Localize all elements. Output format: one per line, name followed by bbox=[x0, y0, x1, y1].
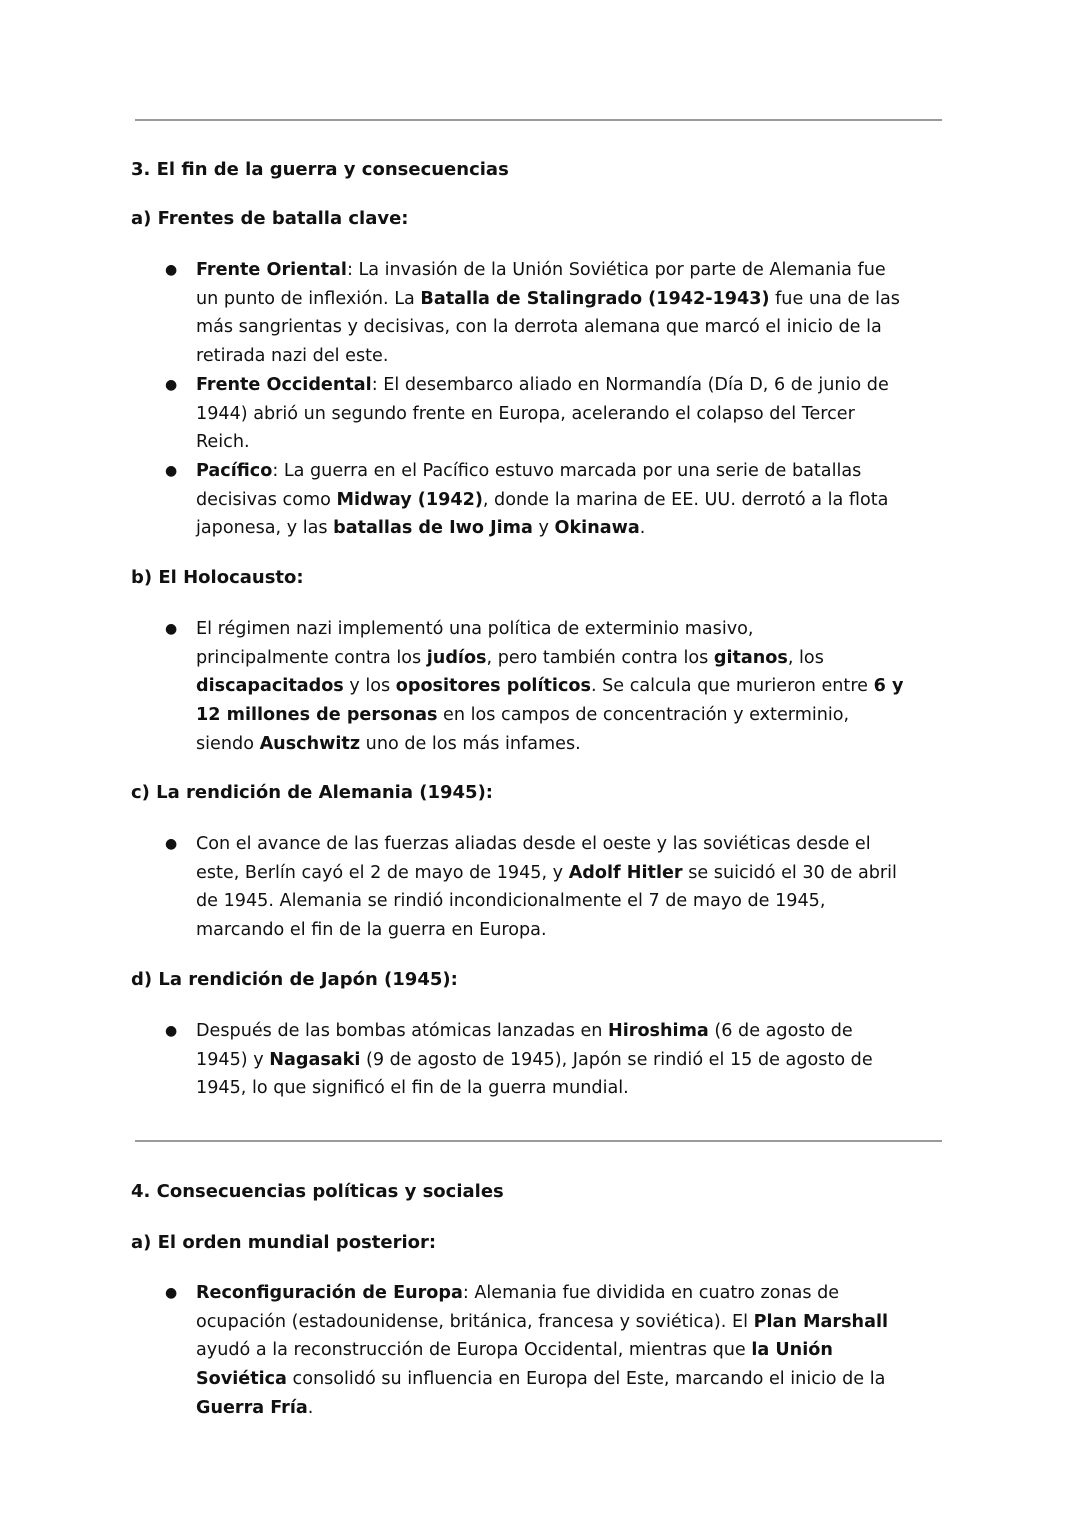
bold-text: Frente Occidental bbox=[196, 374, 372, 395]
bullet-list bbox=[131, 615, 961, 759]
bold-text: batallas de Iwo Jima bbox=[333, 518, 533, 539]
bold-text: Plan Marshall bbox=[753, 1311, 889, 1332]
text-line bbox=[196, 1046, 961, 1075]
text-line bbox=[196, 313, 961, 342]
list-item bbox=[131, 1279, 961, 1423]
text-line bbox=[196, 1394, 961, 1423]
bold-text: Reconfiguración de Europa bbox=[196, 1283, 463, 1303]
bullet-icon: ● bbox=[165, 1023, 178, 1039]
subsection-title: d) La rendición de Japón (1945): bbox=[131, 969, 458, 990]
text-line bbox=[196, 342, 961, 371]
text: . bbox=[307, 1397, 314, 1418]
text: y bbox=[532, 518, 555, 539]
bold-text: Guerra Fría bbox=[196, 1397, 308, 1418]
bold-text: Soviética bbox=[196, 1369, 287, 1390]
section-title: 3. El fin de la guerra y consecuencias bbox=[131, 159, 509, 180]
horizontal-divider bbox=[135, 119, 942, 121]
text: un punto de inflexión. La bbox=[196, 288, 421, 309]
bold-text: Okinawa bbox=[554, 518, 640, 539]
text: principalmente contra los bbox=[196, 647, 427, 668]
subsection-title: c) La rendición de Alemania (1945): bbox=[131, 782, 494, 803]
bullet-list bbox=[131, 256, 961, 543]
text-line bbox=[196, 644, 961, 673]
text-line bbox=[196, 486, 961, 515]
text: 1945) y bbox=[196, 1049, 270, 1070]
text-line bbox=[196, 371, 961, 400]
text: , los bbox=[787, 647, 824, 668]
bold-text: la Unión bbox=[751, 1340, 833, 1361]
text: este, Berlín cayó el 2 de mayo de 1945, y bbox=[196, 862, 569, 883]
text-line bbox=[196, 887, 961, 916]
bold-text: Frente Oriental bbox=[196, 260, 347, 280]
list-item bbox=[131, 371, 961, 457]
bold-text: judíos bbox=[426, 647, 487, 668]
text: consolidó su influencia en Europa del Este, marcando el inicio de la bbox=[286, 1369, 886, 1390]
text: 1944) abrió un segundo frente en Europa, acelerando el colapso del Tercer bbox=[196, 403, 855, 424]
text-line bbox=[196, 672, 961, 701]
text: (9 de agosto de 1945), Japón se rindió el 15 de agosto de bbox=[360, 1049, 873, 1070]
text: en los campos de concentración y exterminio, bbox=[437, 705, 850, 726]
text: : La guerra en el Pacífico estuvo marcada por una serie de batallas bbox=[272, 460, 862, 481]
text: más sangrientas y decisivas, con la derrota alemana que marcó el inicio de la bbox=[196, 317, 882, 338]
text-line bbox=[196, 859, 961, 888]
text: siendo bbox=[196, 733, 260, 754]
text-line bbox=[196, 285, 961, 314]
bullet-icon: ● bbox=[165, 836, 178, 852]
text-line bbox=[196, 457, 961, 486]
list-item bbox=[131, 615, 961, 759]
horizontal-divider bbox=[135, 1140, 942, 1142]
subsection-title: a) Frentes de batalla clave: bbox=[131, 208, 409, 229]
bold-text: Batalla de Stalingrado (1942-1943) bbox=[420, 288, 770, 309]
text: uno de los más infames. bbox=[360, 733, 581, 754]
bold-text: Auschwitz bbox=[259, 733, 361, 754]
section-title: 4. Consecuencias políticas y sociales bbox=[131, 1181, 504, 1202]
text: , pero también contra los bbox=[486, 647, 714, 668]
text: Con el avance de las fuerzas aliadas desde el oeste y las soviéticas desde el bbox=[196, 834, 871, 854]
text: retirada nazi del este. bbox=[196, 346, 389, 367]
text: decisivas como bbox=[196, 489, 337, 510]
text-line bbox=[196, 1308, 961, 1337]
text-line bbox=[196, 701, 961, 730]
text-line bbox=[196, 1279, 961, 1308]
text-line bbox=[196, 428, 961, 457]
bullet-icon: ● bbox=[165, 376, 178, 393]
bullet-icon: ● bbox=[165, 1285, 178, 1301]
text-line bbox=[196, 1074, 961, 1103]
text: : El desembarco aliado en Normandía (Día D, 6 de junio de bbox=[371, 374, 889, 395]
bold-text: Hiroshima bbox=[608, 1021, 709, 1041]
text: japonesa, y las bbox=[196, 518, 334, 539]
text: , donde la marina de EE. UU. derrotó a la flota bbox=[482, 489, 889, 510]
text-line bbox=[196, 916, 961, 945]
text: (6 de agosto de bbox=[708, 1021, 853, 1041]
bold-text: 6 y bbox=[873, 676, 904, 697]
text-line bbox=[196, 615, 961, 644]
text: de 1945. Alemania se rindió incondicionalmente el 7 de mayo de 1945, bbox=[196, 891, 826, 912]
text: ocupación (estadounidense, británica, francesa y soviética). El bbox=[196, 1311, 754, 1332]
list-item bbox=[131, 1017, 961, 1103]
text-line bbox=[196, 1017, 961, 1046]
bold-text: Adolf Hitler bbox=[568, 862, 683, 883]
text-line bbox=[196, 830, 961, 859]
text-line bbox=[196, 256, 961, 285]
bullet-icon: ● bbox=[165, 462, 178, 479]
bold-text: 12 millones de personas bbox=[196, 705, 438, 726]
text-line bbox=[196, 730, 961, 759]
text: . Se calcula que murieron entre bbox=[590, 676, 874, 697]
subsection-title: a) El orden mundial posterior: bbox=[131, 1232, 437, 1253]
text: ayudó a la reconstrucción de Europa Occidental, mientras que bbox=[196, 1340, 752, 1361]
text: Después de las bombas atómicas lanzadas en bbox=[196, 1021, 609, 1041]
text-line bbox=[196, 514, 961, 543]
bullet-icon: ● bbox=[165, 262, 178, 278]
text: fue una de las bbox=[769, 288, 900, 309]
bullet-icon: ● bbox=[165, 621, 178, 637]
text: : Alemania fue dividida en cuatro zonas de bbox=[462, 1283, 840, 1303]
text-line bbox=[196, 1365, 961, 1394]
bold-text: Nagasaki bbox=[269, 1049, 361, 1070]
bold-text: opositores políticos bbox=[395, 676, 591, 697]
bullet-list bbox=[131, 830, 961, 945]
bold-text: discapacitados bbox=[196, 676, 344, 697]
subsection-title: b) El Holocausto: bbox=[131, 567, 304, 588]
bold-text: gitanos bbox=[713, 647, 788, 668]
bold-text: Midway (1942) bbox=[336, 489, 483, 510]
text: El régimen nazi implementó una política de exterminio masivo, bbox=[196, 619, 754, 639]
text: marcando el fin de la guerra en Europa. bbox=[196, 920, 547, 941]
text: y los bbox=[343, 676, 396, 697]
bullet-list bbox=[131, 1017, 961, 1103]
text: . bbox=[639, 518, 646, 539]
text-line bbox=[196, 400, 961, 429]
text: Reich. bbox=[196, 432, 250, 453]
text: se suicidó el 30 de abril bbox=[682, 862, 897, 883]
bold-text: Pacífico bbox=[196, 460, 273, 481]
text: : La invasión de la Unión Soviética por parte de Alemania fue bbox=[346, 260, 886, 280]
list-item bbox=[131, 457, 961, 543]
list-item bbox=[131, 256, 961, 371]
text: 1945, lo que significó el fin de la guerra mundial. bbox=[196, 1078, 629, 1099]
text-line bbox=[196, 1336, 961, 1365]
bullet-list bbox=[131, 1279, 961, 1423]
list-item bbox=[131, 830, 961, 945]
